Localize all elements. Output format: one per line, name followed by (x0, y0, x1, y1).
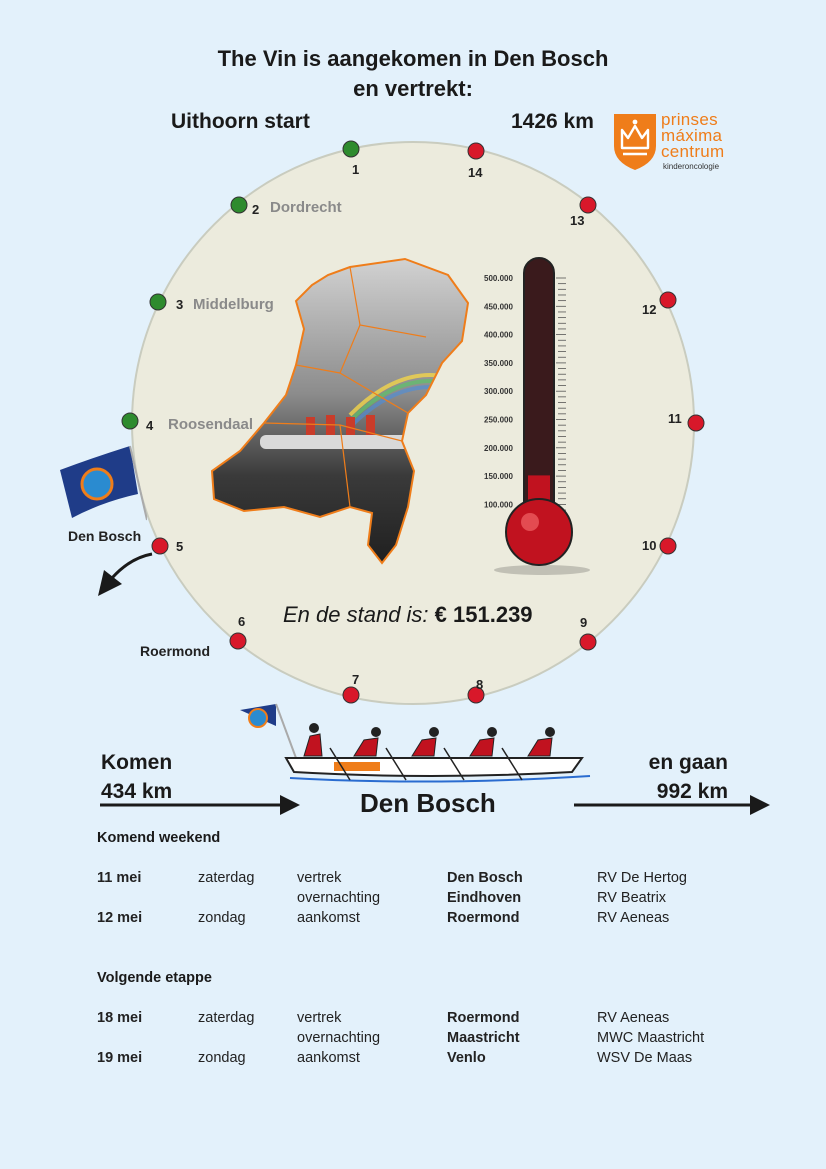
station-number-13: 13 (570, 213, 585, 228)
stand-label: En de stand is: (283, 602, 429, 627)
schedule-event: vertrek (297, 1010, 342, 1026)
schedule-day: zondag (198, 910, 246, 926)
going-km: 992 km (656, 780, 728, 803)
station-number-8: 8 (476, 677, 484, 692)
sponsor-name: prinses máxima centrum (661, 110, 725, 161)
fundraising-thermometer (480, 248, 620, 578)
thermometer-tick-label: 450.000 (484, 302, 513, 312)
schedule-event: aankomst (297, 1050, 360, 1066)
schedule-place: Venlo (447, 1050, 486, 1066)
thermometer-tick-label: 250.000 (484, 415, 513, 425)
station-number-5: 5 (176, 539, 184, 554)
section-heading-next-stage: Volgende etappe (97, 970, 212, 986)
station-number-2: 2 (252, 202, 260, 217)
title-line-1: The Vin is aangekomen in Den Bosch (217, 46, 609, 71)
station-number-6: 6 (238, 614, 246, 629)
schedule-day: zaterdag (198, 870, 255, 886)
arrow-out-icon (572, 792, 776, 818)
station-city-2: Dordrecht (270, 199, 342, 216)
flag-icon (52, 440, 147, 525)
station-number-10: 10 (642, 538, 657, 553)
arrow-in-icon (96, 792, 306, 818)
section-heading-this-weekend: Komend weekend (97, 830, 221, 846)
curved-arrow-icon (90, 550, 160, 602)
sponsor-subtitle: kinderoncologie (663, 162, 720, 171)
thermometer-tick-label: 350.000 (484, 358, 513, 368)
station-number-7: 7 (352, 672, 360, 687)
schedule-date: 19 mei (97, 1050, 143, 1066)
stand-amount: € 151.239 (434, 602, 533, 627)
going-label: en gaan (648, 751, 728, 774)
coming-km: 434 km (101, 780, 173, 803)
station-city-3: Middelburg (193, 296, 274, 313)
schedule-day: zondag (198, 1050, 246, 1066)
station-dot-3 (150, 294, 166, 310)
netherlands-map (200, 245, 480, 575)
schedule-event: overnachting (297, 890, 381, 906)
station-dot-9 (580, 634, 596, 650)
station-city-4: Roosendaal (168, 416, 254, 433)
coming-label: Komen (101, 751, 173, 774)
schedule-place: Roermond (447, 910, 520, 926)
schedule-club: RV De Hertog (597, 870, 687, 886)
station-dot-6 (230, 633, 246, 649)
title-line-2: en vertrekt: (353, 76, 473, 101)
thermometer-tick-label: 100.000 (484, 500, 513, 510)
schedule-date: 12 mei (97, 910, 143, 926)
rowing-boat-illustration (230, 700, 600, 785)
thermometer-tick-label: 150.000 (484, 472, 513, 482)
station-city-5: Den Bosch (68, 528, 142, 544)
schedule-club: RV Beatrix (597, 890, 667, 906)
station-number-9: 9 (580, 615, 588, 630)
station-number-3: 3 (176, 297, 184, 312)
thermometer-tick-label: 500.000 (484, 274, 513, 283)
current-total (283, 602, 533, 628)
station-dot-14 (468, 143, 484, 159)
station-number-11: 11 (668, 411, 682, 426)
station-dot-11 (688, 415, 704, 431)
schedule-event: aankomst (297, 910, 360, 926)
station-number-14: 14 (468, 165, 483, 180)
schedule-place: Maastricht (447, 1030, 520, 1046)
total-distance: 1426 km (511, 110, 594, 133)
station-dot-12 (660, 292, 676, 308)
station-number-1: 1 (352, 162, 360, 177)
schedule-place: Den Bosch (447, 870, 523, 886)
schedule-date: 11 mei (97, 870, 142, 886)
schedule-place: Roermond (447, 1010, 520, 1026)
thermometer-tick-label: 400.000 (484, 330, 513, 340)
thermometer-tick-label: 200.000 (484, 443, 513, 453)
schedule-club: RV Aeneas (597, 1010, 670, 1026)
start-label: Uithoorn start (171, 110, 310, 133)
schedule-event: overnachting (297, 1030, 381, 1046)
station-dot-10 (660, 538, 676, 554)
schedule-club: MWC Maastricht (597, 1030, 705, 1046)
thermometer-tick-label: 300.000 (484, 387, 513, 397)
center-city: Den Bosch (360, 788, 496, 818)
schedule-club: RV Aeneas (597, 910, 670, 926)
thermometer-bulb (506, 499, 572, 565)
station-number-12: 12 (642, 302, 657, 317)
station-dot-13 (580, 197, 596, 213)
schedule-day: zaterdag (198, 1010, 255, 1026)
station-dot-2 (231, 197, 247, 213)
station-dot-1 (343, 141, 359, 157)
schedule-date: 18 mei (97, 1010, 143, 1026)
schedule-club: WSV De Maas (597, 1050, 693, 1066)
station-number-4: 4 (146, 418, 154, 433)
schedule-place: Eindhoven (447, 890, 522, 906)
station-dot-4 (122, 413, 138, 429)
schedule-event: vertrek (297, 870, 342, 886)
station-city-6: Roermond (140, 643, 210, 659)
